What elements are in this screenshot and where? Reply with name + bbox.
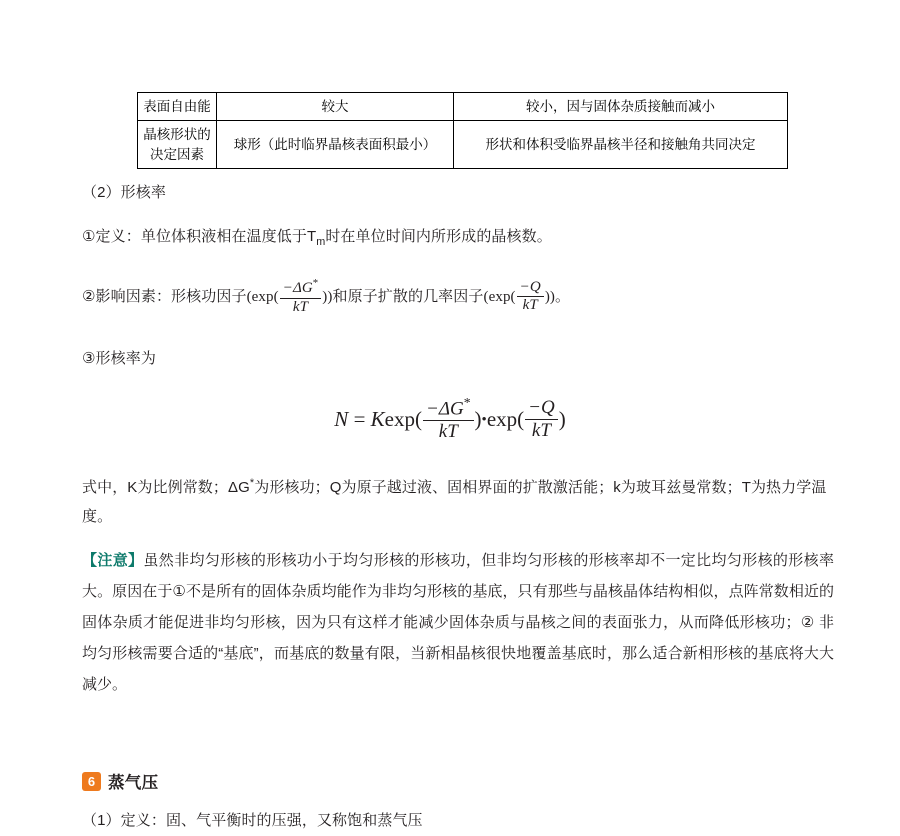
fraction-numerator: −Q [525,398,558,420]
equation-lhs: N [334,406,349,431]
section-number-badge: 6 [82,772,101,791]
table-row [138,121,788,169]
section-heading-vapor-pressure [82,769,158,793]
star-superscript: * [463,395,471,410]
table-cell-homogeneous: 球形（此时临界晶核表面积最小） [217,121,454,169]
paragraph-vapor-pressure-definition: （1）定义：固、气平衡时的压强，又称饱和蒸气压 [82,812,423,829]
paragraph-factors [82,279,834,317]
table-row-header-line1: 晶核形状的 [143,127,211,143]
numerator-text: −ΔG [426,398,464,420]
heading-nucleation-rate: （2）形核率 [82,184,166,201]
fraction-q-kt [517,280,544,315]
table-cell-heterogeneous: 形状和体积受临界晶核半径和接触角共同决定 [454,121,788,169]
equation-exp1-close: ) [474,406,482,431]
expr1-open: (exp( [246,289,279,306]
note-label: 【注意】 [82,552,144,569]
equation-equals: = [353,406,366,431]
table-row-header [138,121,217,169]
inline-formula-diffusion [483,278,556,314]
paragraph-definition [82,222,834,257]
fraction-denominator: kT [531,419,551,441]
equation-constant-k: K [370,406,385,431]
definition-prefix: ①定义：单位体积液相在温度低于T [82,228,317,245]
comparison-table [137,92,762,169]
definition-subscript: m [316,236,326,248]
display-equation-nucleation-rate [0,395,900,444]
equation-exp2-close: ) [558,406,566,431]
equation-exp2-open: exp( [486,406,525,431]
star-superscript: * [249,477,255,489]
table-row-header: 表面自由能 [138,93,217,121]
expr2-open: (exp( [483,289,516,306]
table-row [138,93,788,121]
table-row-header-line2: 决定因素 [150,146,204,162]
factors-prefix: ②影响因素：形核功因子 [82,288,247,306]
fraction-dg-kt [423,396,474,442]
paragraph-rate-is: ③形核率为 [82,350,156,367]
fraction-dg-kt [280,278,322,316]
factors-end: 。 [555,288,571,306]
table-cell-heterogeneous: 较小，因与固体杂质接触而减小 [454,93,788,121]
fraction-numerator [280,278,322,299]
definition-suffix: 时在单位时间内所形成的晶核数。 [325,228,552,245]
fraction-denominator: kT [438,421,458,443]
expr1-close: )) [322,289,333,306]
fraction-denominator: kT [522,297,538,314]
section-title: 蒸气压 [108,774,159,792]
fraction-numerator: −Q [517,280,544,298]
numerator-text: −ΔG [282,280,313,296]
factors-middle: 和原子扩散的几率因子 [332,288,484,306]
note-block [82,545,834,700]
note-body: 虽然非均匀形核的形核功小于均匀形核的形核功，但非均匀形核的形核率却不一定比均匀形核的形核率大。原因在于①不是所有的固体杂质均能作为非均匀形核的基底，只有那些与晶核晶体结构相似，点阵常数相近的固体杂质才能促进非均匀形核，因为只有这样才能减少固体杂质与晶核之间的表面张力，从而降低形核功；② 非均匀形核需要合适的“基底”，而基底的数量有限，当新相晶核很快地覆盖基底时，那么适合新相形核的基底将大大减少。 [82,552,834,693]
fraction-q-kt [525,398,558,441]
table-cell-homogeneous: 较大 [217,93,454,121]
expr2-close: )) [544,289,556,306]
paragraph-symbol-definitions [82,469,834,531]
where-part2: 为形核功；Q为原子越过液、固相界面的扩散激活能；k为玻耳兹曼常数；T为热力学温度。 [82,479,827,525]
where-part1: 式中，K为比例常数；ΔG [82,479,250,496]
equation-exp1-open: exp( [384,406,422,431]
fraction-denominator: kT [292,298,309,315]
fraction-numerator [423,396,474,421]
equation-multiply-dot: • [481,411,487,428]
star-superscript: * [312,277,319,289]
